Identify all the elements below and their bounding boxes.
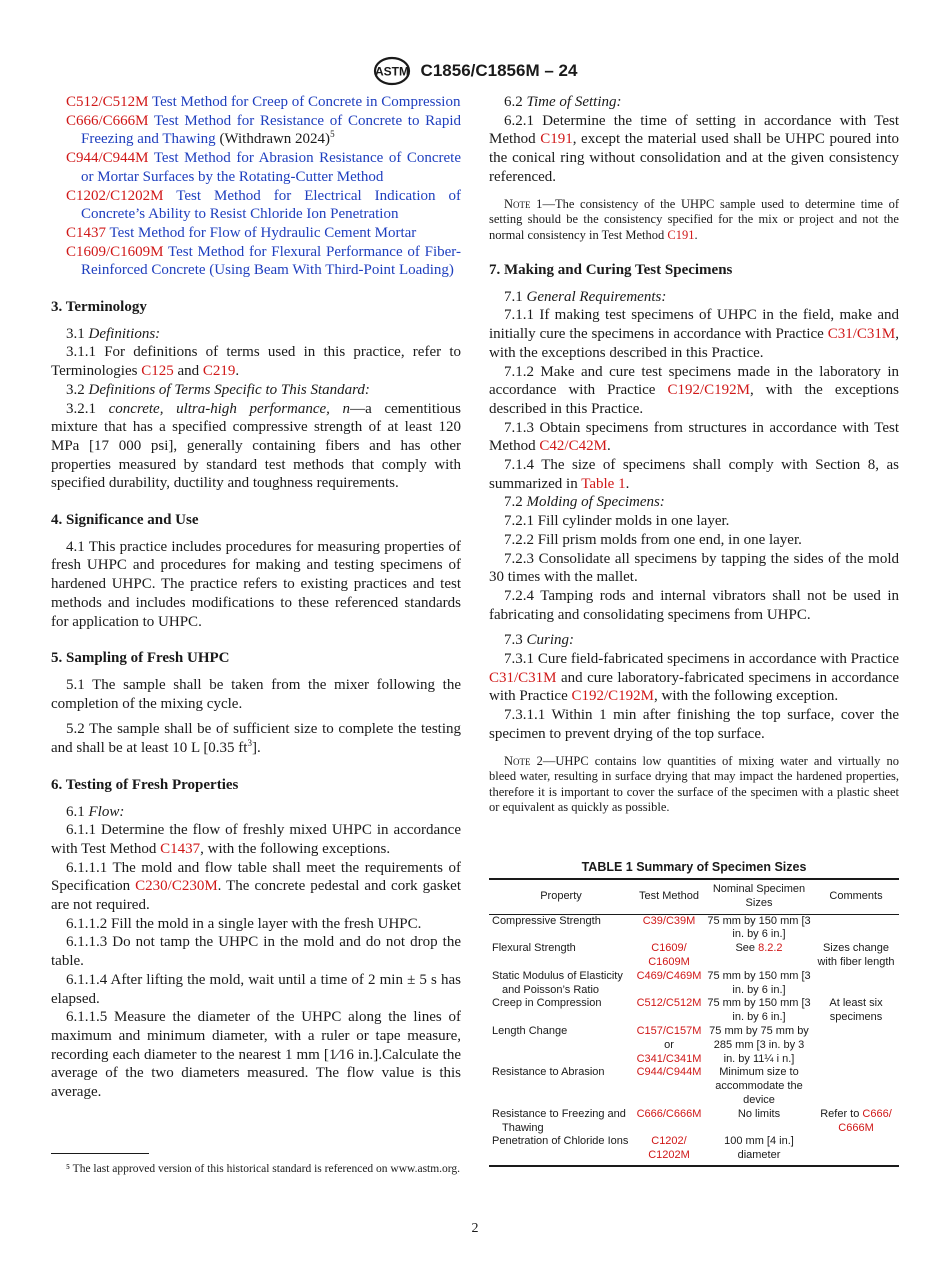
paragraph: 5.2 The sample shall be of sufficient size to complete the testing and shall be at least 10 L [0.35 $ft^3$]. <box>51 721 461 757</box>
right-column <box>489 93 899 816</box>
paragraph: 4.1 This practice includes procedures for measuring properties of fresh UHPC and procedures for making and testing specimens of hardened UHPC. The practice refers to existing practices and test methods and includes modifications to these referenced standards for application to UHPC. <box>51 538 461 630</box>
paragraph: 6.2.1 Determine the time of setting in accordance with Test Method C191, except the material used shall be UHPC poured into the conical ring without consolidation and at the given consistency referenced. <box>489 112 899 185</box>
method-link[interactable]: C666/C666M <box>636 1107 702 1120</box>
link-c42[interactable]: C42/C42M <box>539 438 607 455</box>
table-row: Resistance to Freezing and Thawing C666/C666M No limits Refer to C666/ C666M <box>492 1107 892 1134</box>
page-header <box>0 56 950 86</box>
section-link-8-2-2[interactable]: 8.2.2 <box>758 942 783 955</box>
column-header: Nominal Specimen Sizes <box>705 879 813 914</box>
link-c192[interactable]: C192/C192M <box>667 382 751 399</box>
svg-text:ASTM: ASTM <box>374 64 409 79</box>
table-row: Flexural Strength C1609/ C1609M See 8.2.2 Sizes change with fiber length <box>492 942 895 968</box>
paragraph: 7.1.1 If making test specimens of UHPC in the field, make and initially cure the specimens in accordance with Practice C31/C31M, with the exceptions described in this Practice. <box>489 307 899 361</box>
link-table-1[interactable]: Table 1 <box>581 475 626 492</box>
section-heading-4: 4. Significance and Use <box>51 512 199 529</box>
paragraph: 3.1.1 For definitions of terms used in this practice, refer to Terminologies C125 and C219. <box>51 344 461 380</box>
paragraph: 6.2 Time of Setting: <box>504 94 622 110</box>
method-link[interactable]: C1609/ C1609M <box>648 942 690 968</box>
section-heading-3: 3. Terminology <box>51 299 147 316</box>
table-header-row <box>489 879 899 914</box>
reference-item[interactable]: C1437 Test Method for Flow of Hydraulic Cement Mortar <box>66 224 417 241</box>
table-row: Static Modulus of Elasticity and Poisson’s Ratio C469/C469M 75 mm by 150 mm [3 in. by 6 in.] <box>492 969 811 996</box>
link-c125[interactable]: C125 <box>141 363 174 380</box>
paragraph: 7.2.1 Fill cylinder molds in one layer. <box>504 513 730 530</box>
column-header: Test Method <box>633 879 705 914</box>
method-link[interactable]: C1202/ C1202M <box>633 1135 705 1166</box>
table-row: Creep in Compression C512/C512M 75 mm by 150 mm [3 in. by 6 in.] At least six specimens <box>492 997 883 1024</box>
paragraph: 7.2.4 Tamping rods and internal vibrators shall not be used in fabricating and consolidating specimens from UHPC. <box>489 587 899 623</box>
section-heading-6: 6. Testing of Fresh Properties <box>51 776 239 793</box>
reference-item[interactable]: C1609/C1609M Test Method for Flexural Performance of Fiber-Reinforced Concrete (Using Beam With Third-Point Loading) <box>66 243 461 279</box>
table-row: Resistance to Abrasion C944/C944M Minimum size to accommodate the device <box>492 1066 803 1106</box>
paragraph: 7.1.3 Obtain specimens from structures in accordance with Test Method C42/C42M. <box>489 419 899 455</box>
link-c191-note[interactable]: C191 <box>667 227 695 242</box>
link-c219[interactable]: C219 <box>202 363 236 380</box>
specimen-sizes-table <box>489 878 899 1167</box>
paragraph: 7.1 General Requirements: <box>504 288 667 305</box>
link-c192-b[interactable]: C192/C192M <box>571 688 654 705</box>
table-row: Compressive Strength C39/C39M 75 mm by 150 mm [3 in. by 6 in.] <box>492 914 811 941</box>
link-c230[interactable]: C230/C230M <box>135 878 218 895</box>
paragraph: 7.1.4 The size of specimens shall comply with Section 8, as summarized in Table 1. <box>489 457 899 492</box>
paragraph: 6.1.1 Determine the flow of freshly mixed UHPC in accordance with Test Method C1437, with the following exceptions. <box>51 822 461 857</box>
table-row: Length Change C157/C157M or C341/C341M 75 mm by 75 mm by 285 mm [3 in. by 3 in. by 11¼ i n.] <box>492 1024 809 1065</box>
left-column <box>51 93 461 1102</box>
method-link[interactable]: C666/ C666M <box>838 1107 892 1134</box>
method-link[interactable]: C512/C512M <box>636 997 702 1010</box>
paragraph: 6.1 Flow: <box>66 803 125 820</box>
paragraph: 3.1 Definitions: <box>66 325 161 342</box>
reference-item[interactable]: C512/C512M Test Method for Creep of Concrete in Compression <box>66 94 461 110</box>
footnote: ⁵ The last approved version of this historical standard is referenced on www.astm.org. <box>66 1163 461 1175</box>
method-link[interactable]: C157/C157M <box>636 1024 702 1037</box>
paragraph: 7.3 Curing: <box>504 632 575 649</box>
paragraph: 7.3.1 Cure field-fabricated specimens in accordance with Practice C31/C31M and cure laboratory-fabricated specimens in accordance with Practice C192/C192M, with the following exception. <box>489 651 899 705</box>
reference-item[interactable]: C1202/C1202M Test Method for Electrical Indication of Concrete’s Ability to Resist Chloride Ion Penetration <box>66 187 462 223</box>
table-title: TABLE 1 Summary of Specimen Sizes <box>581 860 807 874</box>
note-2: Note 2—UHPC contains low quantities of mixing water and virtually no bleed water, resulting in surface drying that may impact the hardened properties, therefore it is important to cover the surface of the specimen with a plastic sheet or equivalent as quickly as possible. <box>489 753 899 815</box>
link-c31[interactable]: C31/C31M <box>827 326 896 343</box>
paragraph: 6.1.1.3 Do not tamp the UHPC in the mold and do not drop the table. <box>51 934 461 970</box>
column-header: Comments <box>813 879 899 914</box>
paragraph: 7.2.2 Fill prism molds from one end, in one layer. <box>504 531 802 548</box>
reference-item[interactable]: C944/C944M Test Method for Abrasion Resistance of Concrete or Mortar Surfaces by the Rotating-Cutter Method <box>66 150 462 185</box>
section-heading-5: 5. Sampling of Fresh UHPC <box>51 650 230 667</box>
paragraph: 5.1 The sample shall be taken from the mixer following the completion of the mixing cycle. <box>51 676 461 712</box>
paragraph: 7.1.2 Make and cure test specimens made in the laboratory in accordance with Practice C192/C192M, with the exceptions described in this Practice. <box>489 363 899 417</box>
page-number: 2 <box>471 1221 479 1236</box>
astm-logo-icon <box>373 56 411 86</box>
paragraph: 3.2.1 concrete, ultra-high performance, n—a cementitious mixture that has a specified compressive strength of at least 120 MPa [17 000 psi], generally containing fibers and has other properties measured by standard test methods that comply with specified durability, ductility and toughness requirements. <box>51 400 461 492</box>
link-c1437[interactable]: C1437 <box>160 840 201 857</box>
table-row: Penetration of Chloride Ions C1202/ C1202M 100 mm [4 in.] diameter <box>489 1135 899 1166</box>
paragraph: 6.1.1.4 After lifting the mold, wait until a time of 2 min ± 5 s has elapsed. <box>51 971 461 1007</box>
paragraph: 7.2.3 Consolidate all specimens by tapping the sides of the mold 30 times with the mallet. <box>489 550 899 586</box>
section-heading-7: 7. Making and Curing Test Specimens <box>489 262 733 279</box>
method-link[interactable]: C341/C341M <box>636 1052 702 1065</box>
paragraph: 7.3.1.1 Within 1 min after finishing the top surface, cover the specimen to prevent drying of the top surface. <box>489 707 899 742</box>
method-link[interactable]: C944/C944M <box>636 1066 702 1079</box>
note-1: Note 1—The consistency of the UHPC sample used to determine time of setting should be the consistency specified for the mix or project and not the normal consistency in Test Method C191. <box>489 196 899 242</box>
standard-designation: C1856/C1856M – 24 <box>420 61 578 80</box>
method-link[interactable]: C39/C39M <box>642 914 696 927</box>
link-c191[interactable]: C191 <box>540 131 573 148</box>
reference-item[interactable]: C666/C666M Test Method for Resistance of Concrete to Rapid Freezing and Thawing (Withdrawn 2024)$^5$ <box>66 112 461 148</box>
paragraph: 6.1.1.2 Fill the mold in a single layer with the fresh UHPC. <box>66 915 422 932</box>
paragraph: 6.1.1.5 Measure the diameter of the UHPC along the lines of maximum and minimum diameter, with a ruler or tape measure, recording each diameter to the nearest 1 mm [1⁄16 in.].Calculate the average of the two diameters measured. The flow value is this average. <box>51 1009 461 1101</box>
paragraph: 7.2 Molding of Specimens: <box>504 494 665 511</box>
footnote-rule <box>51 1153 149 1154</box>
method-link[interactable]: C469/C469M <box>636 969 702 982</box>
paragraph: 6.1.1.1 The mold and flow table shall meet the requirements of Specification C230/C230M. The concrete pedestal and cork gasket are not required. <box>51 859 461 914</box>
link-c31-b[interactable]: C31/C31M <box>489 669 557 686</box>
paragraph: 3.2 Definitions of Terms Specific to This Standard: <box>66 381 370 398</box>
column-header: Property <box>489 879 633 914</box>
